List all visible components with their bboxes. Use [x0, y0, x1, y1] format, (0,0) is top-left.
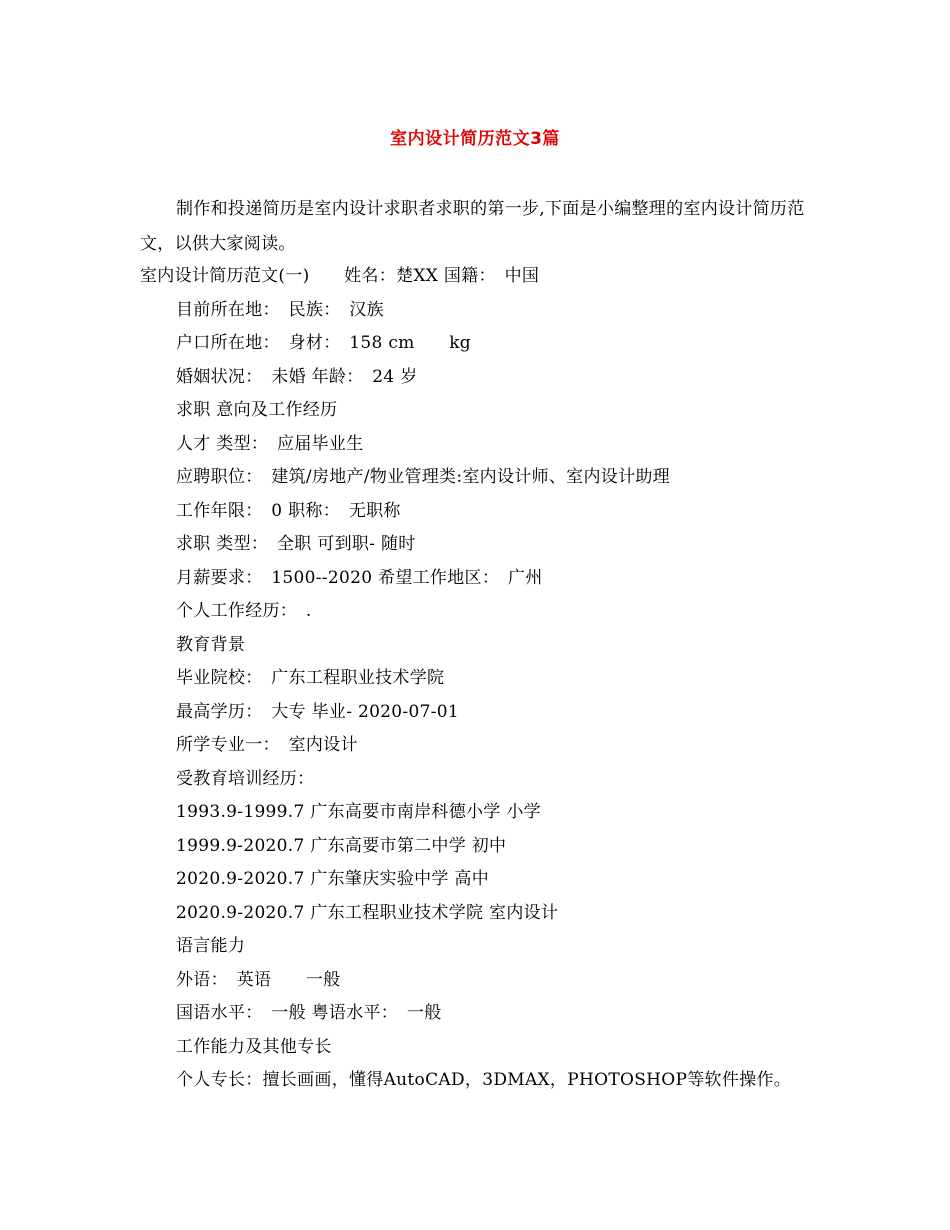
resume-line-work-experience: 个人工作经历： .	[176, 601, 312, 621]
document-title: 室内设计简历范文3篇	[390, 129, 560, 149]
resume-line-salary: 月薪要求： 1500--2020 希望工作地区： 广州	[176, 567, 543, 588]
resume-line-foreign-language: 外语： 英语 一般	[176, 969, 341, 990]
resume-body	[140, 260, 840, 1098]
resume-line-talent-type: 人才 类型： 应届毕业生	[176, 433, 364, 454]
intro-paragraph: 制作和投递简历是室内设计求职者求职的第一步,下面是小编整理的室内设计简历范文，以供大家阅读。	[140, 199, 805, 254]
resume-line-school: 毕业院校： 广东工程职业技术学院	[176, 668, 445, 688]
resume-line-name: 室内设计简历范文(一) 姓名：楚XX 国籍： 中国	[140, 266, 540, 286]
section-heading-education: 教育背景	[176, 634, 246, 655]
resume-line-training-heading: 受教育培训经历：	[176, 768, 315, 789]
resume-line-location: 目前所在地： 民族： 汉族	[176, 299, 384, 320]
resume-line-dialect: 国语水平： 一般 粤语水平： 一般	[176, 1003, 442, 1023]
resume-line-hukou: 户口所在地： 身材： 158 cm kg	[176, 333, 471, 353]
education-entry: 1993.9-1999.7 广东高要市南岸科德小学 小学	[176, 802, 541, 822]
resume-line-major: 所学专业一： 室内设计	[176, 735, 358, 755]
education-entry: 1999.9-2020.7 广东高要市第二中学 初中	[176, 835, 507, 856]
education-entry: 2020.9-2020.7 广东肇庆实验中学 高中	[176, 869, 490, 889]
resume-line-specialty: 个人专长：擅长画画，懂得AutoCAD，3DMAX，PHOTOSHOP等软件操作。	[176, 1070, 792, 1090]
section-heading-job-intent: 求职 意向及工作经历	[176, 400, 338, 420]
resume-line-years: 工作年限： 0 职称： 无职称	[176, 500, 401, 521]
resume-line-job-type: 求职 类型： 全职 可到职- 随时	[176, 534, 416, 554]
education-entry: 2020.9-2020.7 广东工程职业技术学院 室内设计	[176, 902, 559, 923]
resume-line-degree: 最高学历： 大专 毕业- 2020-07-01	[176, 701, 459, 722]
resume-line-marital: 婚姻状况： 未婚 年龄： 24 岁	[176, 366, 418, 387]
resume-line-position: 应聘职位： 建筑/房地产/物业管理类:室内设计师、室内设计助理	[176, 467, 670, 487]
section-heading-language: 语言能力	[176, 936, 246, 956]
section-heading-skills: 工作能力及其他专长	[176, 1036, 332, 1057]
